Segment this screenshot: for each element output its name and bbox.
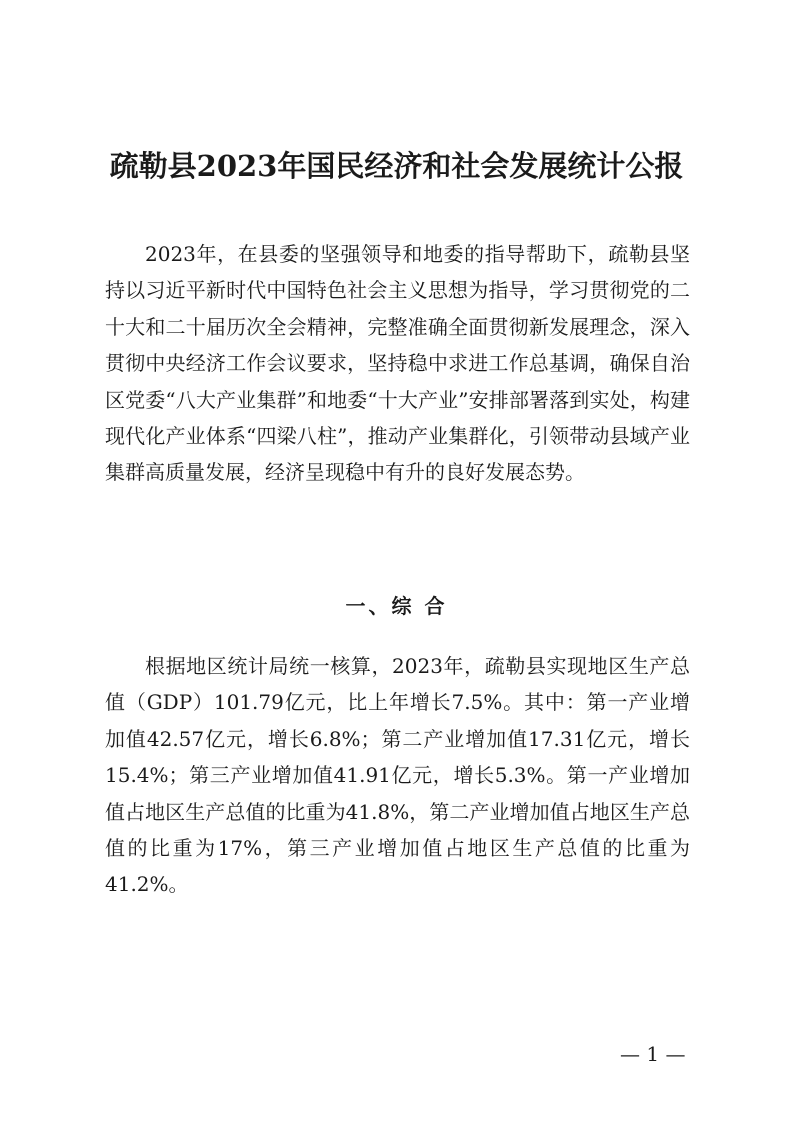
intro-paragraph: 2023年，在县委的坚强领导和地委的指导帮助下，疏勒县坚持以习近平新时代中国特色社会主义思想为指导，学习贯彻党的二十大和二十届历次全会精神，完整准确全面贯彻新发展理念，深入贯彻中央经济工作会议要求，坚持稳中求进工作总基调，确保自治区党委“八大产业集群”和地委“十大产业”安排部署落到实处，构建现代化产业体系“四梁八柱”，推动产业集群化，引领带动县域产业集群高质量发展，经济呈现稳中有升的良好发展态势。 xyxy=(105,242,690,485)
document-title: 疏勒县2023年国民经济和社会发展统计公报 xyxy=(109,149,684,183)
overview-paragraph: 根据地区统计局统一核算，2023年，疏勒县实现地区生产总值（GDP）101.79亿元，比上年增长7.5%。其中：第一产业增加值42.57亿元，增长6.8%；第二产业增加值17.31亿元，增长15.4%；第三产业增加值41.91亿元，增长5.3%。第一产业增加值占地区生产总值的比重为41.8%，第二产业增加值占地区生产总值的比重为17%，第三产业增加值占地区生产总值的比重为41.2%。 xyxy=(105,654,690,897)
section-heading-overview: 一、综 合 xyxy=(345,594,448,618)
page-number: — 1 — xyxy=(620,1042,686,1066)
